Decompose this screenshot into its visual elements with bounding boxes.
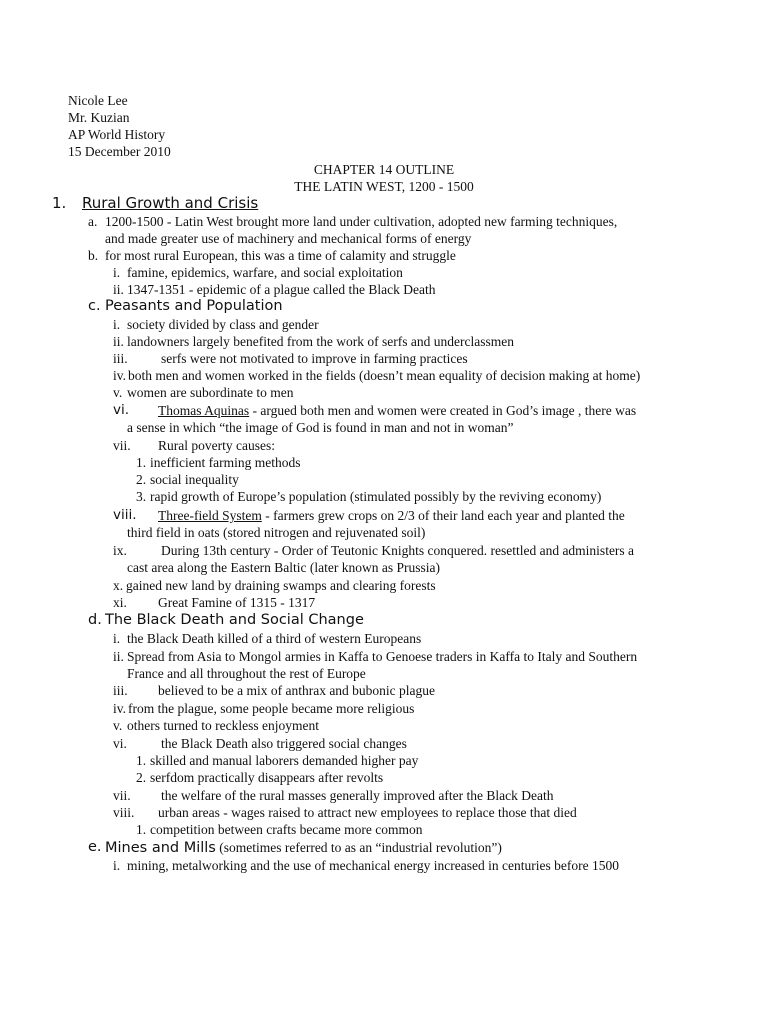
item-d-i-text: the Black Death killed of a third of western Europeans xyxy=(127,631,422,646)
item-e-i-marker: i. xyxy=(113,858,121,873)
item-a-marker: a. xyxy=(88,214,98,229)
item-c-i-marker: i. xyxy=(113,317,121,332)
item-d-vi-1-marker: 1. xyxy=(136,753,147,768)
item-d-viii-marker: viii. xyxy=(113,805,135,820)
item-c-heading: Peasants and Population xyxy=(105,298,283,314)
teacher-name: Mr. Kuzian xyxy=(68,110,130,125)
item-c-xi-text: Great Famine of 1315 - 1317 xyxy=(158,595,316,610)
item-d-iv-text: from the plague, some people became more religious xyxy=(128,701,415,716)
item-a-text-line2: and made greater use of machinery and mechanical forms of energy xyxy=(105,231,472,246)
section-1-marker: 1. xyxy=(52,194,67,212)
item-c-ix-marker: ix. xyxy=(113,543,127,558)
item-c-iii-text: serfs were not motivated to improve in farming practices xyxy=(161,351,468,366)
item-d-iii-text: believed to be a mix of anthrax and bubonic plague xyxy=(158,683,436,698)
item-d-marker: d. xyxy=(88,612,102,628)
item-c-vi-text-line2: a sense in which “the image of God is found in man and not in woman” xyxy=(127,420,514,435)
item-c-ix-text-line1: During 13th century - Order of Teutonic Knights conquered. resettled and administers a xyxy=(161,543,635,558)
document-title: CHAPTER 14 OUTLINE xyxy=(313,162,455,177)
section-1-heading: Rural Growth and Crisis xyxy=(82,194,259,212)
document-subtitle: THE LATIN WEST, 1200 - 1500 xyxy=(294,179,474,194)
item-d-iii-marker: iii. xyxy=(113,683,128,698)
item-c-vii-3-text: rapid growth of Europe’s population (stimulated possibly by the reviving economy) xyxy=(150,489,602,504)
student-name: Nicole Lee xyxy=(68,93,128,108)
item-c-viii-marker: viii. xyxy=(113,507,137,523)
item-c-x-marker: x. xyxy=(113,578,124,593)
item-c-vii-2-marker: 2. xyxy=(136,472,147,487)
item-e-note: (sometimes referred to as an “industrial revolution”) xyxy=(215,840,502,855)
item-c-v-text: women are subordinate to men xyxy=(127,385,294,400)
course-name: AP World History xyxy=(68,127,166,142)
item-d-viii-text: urban areas - wages raised to attract new employees to replace those that died xyxy=(158,805,577,820)
item-b-marker: b. xyxy=(88,248,99,263)
document-date: 15 December 2010 xyxy=(68,144,171,159)
item-d-vi-marker: vi. xyxy=(113,736,127,751)
item-c-iv-marker: iv. xyxy=(113,368,126,383)
item-c-vi-marker: vi. xyxy=(113,402,130,418)
item-c-i-text: society divided by class and gender xyxy=(127,317,319,332)
item-b-i-marker: i. xyxy=(113,265,121,280)
item-d-v-marker: v. xyxy=(113,718,123,733)
item-c-iv-text: both men and women worked in the fields (doesn’t mean equality of decision making at home) xyxy=(128,368,641,383)
item-d-vi-2-marker: 2. xyxy=(136,770,147,785)
item-c-ii-marker: ii. xyxy=(113,334,124,349)
item-c-iii-marker: iii. xyxy=(113,351,128,366)
item-c-vii-marker: vii. xyxy=(113,438,131,453)
item-d-v-text: others turned to reckless enjoyment xyxy=(127,718,319,733)
item-d-ii-text-line2: France and all throughout the rest of Europe xyxy=(127,666,366,681)
item-c-ii-text: landowners largely benefited from the work of serfs and underclassmen xyxy=(127,334,514,349)
item-d-i-marker: i. xyxy=(113,631,121,646)
item-d-viii-1-marker: 1. xyxy=(136,822,147,837)
item-d-ii-text-line1: Spread from Asia to Mongol armies in Kaffa to Genoese traders in Kaffa to Italy and Southern xyxy=(127,649,638,664)
item-a-text-line1: 1200-1500 - Latin West brought more land under cultivation, adopted new farming techniques, xyxy=(105,214,618,229)
item-c-vii-2-text: social inequality xyxy=(150,472,239,487)
item-c-vii-3-marker: 3. xyxy=(136,489,147,504)
item-c-vii-text: Rural poverty causes: xyxy=(158,438,275,453)
item-d-vii-marker: vii. xyxy=(113,788,131,803)
three-field-system-term: Three-field System xyxy=(158,508,262,523)
item-b-ii-text: 1347-1351 - epidemic of a plague called the Black Death xyxy=(127,282,436,297)
item-c-vi-text-line1: - argued both men and women were created in God’s image , there was xyxy=(249,403,637,418)
item-d-vi-text: the Black Death also triggered social changes xyxy=(161,736,407,751)
item-d-ii-marker: ii. xyxy=(113,649,124,664)
item-d-vii-text: the welfare of the rural masses generally improved after the Black Death xyxy=(161,788,554,803)
item-c-v-marker: v. xyxy=(113,385,123,400)
item-e-heading: Mines and Mills xyxy=(105,840,216,856)
item-c-viii-line1 xyxy=(158,507,625,524)
item-b-i-text: famine, epidemics, warfare, and social exploitation xyxy=(127,265,403,280)
item-c-vi-line1 xyxy=(158,402,636,419)
item-c-vii-1-marker: 1. xyxy=(136,455,147,470)
item-c-vii-1-text: inefficient farming methods xyxy=(150,455,301,470)
item-c-xi-marker: xi. xyxy=(113,595,127,610)
item-d-vi-2-text: serfdom practically disappears after revolts xyxy=(150,770,384,785)
item-b-ii-marker: ii. xyxy=(113,282,124,297)
item-c-viii-text-line1: - farmers grew crops on 2/3 of their land each year and planted the xyxy=(261,508,625,523)
item-e-i-text: mining, metalworking and the use of mechanical energy increased in centuries before 1500 xyxy=(127,858,619,873)
item-d-heading: The Black Death and Social Change xyxy=(105,612,364,628)
item-e-line xyxy=(105,839,502,857)
item-c-ix-text-line2: cast area along the Eastern Baltic (later known as Prussia) xyxy=(127,560,441,575)
item-c-viii-text-line2: third field in oats (stored nitrogen and rejuvenated soil) xyxy=(127,525,426,540)
item-e-marker: e. xyxy=(88,839,102,855)
thomas-aquinas-term: Thomas Aquinas xyxy=(158,403,250,418)
item-b-text: for most rural European, this was a time of calamity and struggle xyxy=(105,248,456,263)
item-c-marker: c. xyxy=(88,298,101,314)
item-d-iv-marker: iv. xyxy=(113,701,126,716)
item-d-viii-1-text: competition between crafts became more common xyxy=(150,822,423,837)
item-d-vi-1-text: skilled and manual laborers demanded higher pay xyxy=(150,753,419,768)
item-c-x-text: gained new land by draining swamps and clearing forests xyxy=(126,578,436,593)
